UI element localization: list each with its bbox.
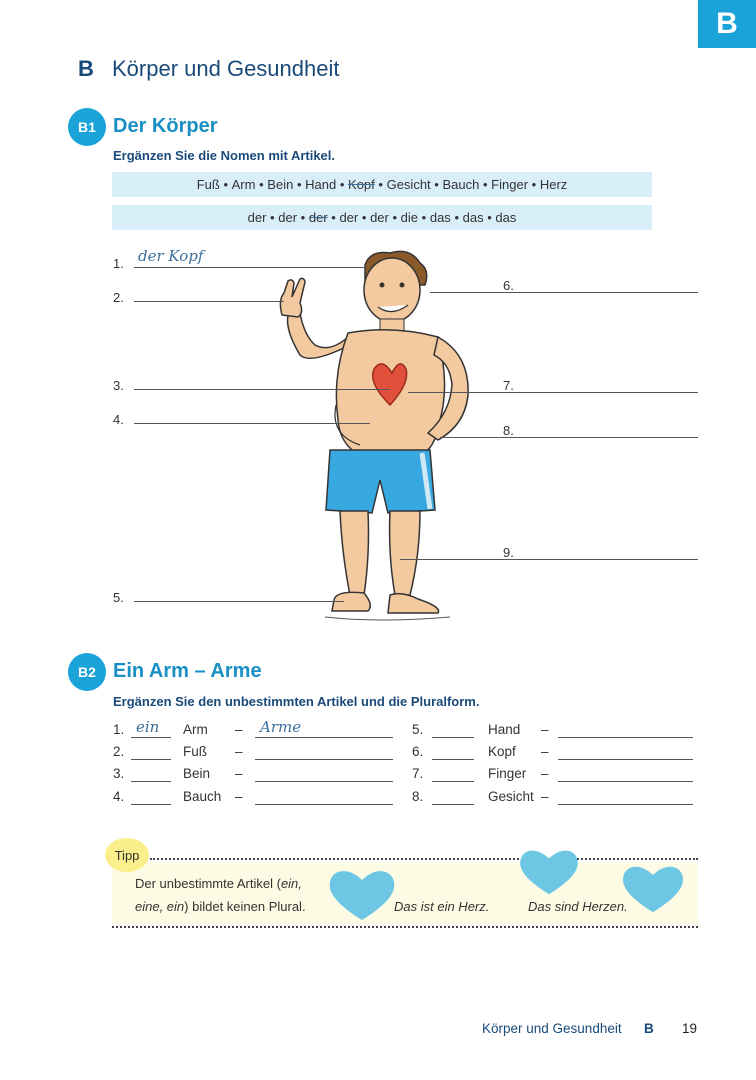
plural-blank[interactable]: [558, 781, 693, 782]
row-dash: –: [541, 744, 549, 759]
plural-blank[interactable]: [255, 737, 393, 738]
noun-word: Herz: [539, 177, 568, 192]
row-number: 3.: [113, 766, 125, 781]
page-number: 19: [682, 1021, 698, 1036]
row-noun: Gesicht: [488, 789, 534, 804]
article-word: die: [400, 210, 419, 225]
footer-title: Körper und Gesundheit: [482, 1021, 622, 1036]
row-number: 2.: [113, 744, 125, 759]
row-noun: Finger: [488, 766, 527, 781]
chapter-letter: B: [78, 56, 94, 81]
article-word-box: der • der • der • der • der • die • das • das • das: [112, 205, 652, 230]
row-number: 1.: [113, 722, 125, 737]
label-line[interactable]: [134, 423, 370, 424]
row-dash: –: [541, 722, 549, 737]
article-blank[interactable]: [131, 737, 171, 738]
article-word: der: [339, 210, 359, 225]
article-word: das: [462, 210, 484, 225]
handwritten-answer: der Kopf: [138, 247, 204, 265]
article-blank[interactable]: [432, 781, 474, 782]
instruction-b2: Ergänzen Sie den unbestimmten Artikel und die Pluralform.: [113, 694, 480, 709]
row-dash: –: [235, 789, 243, 804]
tipp-badge: Tipp: [105, 838, 149, 872]
dotted-divider-bottom: [112, 926, 698, 928]
tipp-example-plural: Das sind Herzen.: [528, 899, 628, 914]
label-number: 8.: [503, 423, 514, 438]
article-word: der: [247, 210, 267, 225]
article-blank[interactable]: [432, 804, 474, 805]
label-number: 7.: [503, 378, 514, 393]
noun-word: Bein: [267, 177, 294, 192]
row-dash: –: [235, 766, 243, 781]
plural-blank[interactable]: [558, 737, 693, 738]
row-dash: –: [541, 789, 549, 804]
label-number: 2.: [113, 290, 124, 305]
section-badge-b2: B2: [68, 653, 106, 691]
chapter-tab: B: [698, 0, 756, 48]
noun-word: Hand: [305, 177, 337, 192]
article-blank[interactable]: [131, 781, 171, 782]
article-word-crossed: der: [308, 210, 328, 225]
chapter-title: Körper und Gesundheit: [112, 56, 340, 81]
noun-word: Finger: [491, 177, 529, 192]
row-number: 4.: [113, 789, 125, 804]
article-answer: ein: [136, 718, 160, 736]
dotted-divider-top: [150, 858, 698, 860]
label-line[interactable]: [440, 437, 698, 438]
label-number: 6.: [503, 278, 514, 293]
section-title-b1: Der Körper: [113, 115, 218, 137]
noun-word: Bauch: [442, 177, 480, 192]
label-number: 3.: [113, 378, 124, 393]
label-number: 4.: [113, 412, 124, 427]
label-number: 5.: [113, 590, 124, 605]
label-line[interactable]: [134, 601, 344, 602]
article-blank[interactable]: [131, 759, 171, 760]
label-number: 9.: [503, 545, 514, 560]
plural-blank[interactable]: [255, 804, 393, 805]
row-noun: Bauch: [183, 789, 222, 804]
row-number: 5.: [412, 722, 424, 737]
heart-icon: [326, 866, 398, 922]
row-noun: Fuß: [183, 744, 208, 759]
article-blank[interactable]: [432, 759, 474, 760]
section-badge-b1: B1: [68, 108, 106, 146]
row-noun: Arm: [183, 722, 208, 737]
article-word: der: [370, 210, 389, 225]
row-number: 6.: [412, 744, 424, 759]
label-number: 1.: [113, 256, 124, 271]
row-dash: –: [235, 744, 243, 759]
article-word: der: [278, 210, 298, 225]
plural-blank[interactable]: [255, 781, 393, 782]
article-word: das: [495, 210, 517, 225]
row-dash: –: [541, 766, 549, 781]
plural-blank[interactable]: [558, 804, 693, 805]
label-line[interactable]: [134, 389, 390, 390]
plural-answer: Arme: [260, 718, 302, 736]
tipp-rule-line1: Der unbestimmte Artikel (ein,: [135, 876, 302, 891]
heart-icon: [618, 862, 688, 914]
article-blank[interactable]: [131, 804, 171, 805]
label-line[interactable]: [134, 267, 366, 268]
body-illustration: [270, 245, 480, 635]
heart-icon: [514, 846, 584, 896]
row-dash: –: [235, 722, 243, 737]
article-blank[interactable]: [432, 737, 474, 738]
tipp-example-singular: Das ist ein Herz.: [394, 899, 490, 914]
article-word: das: [429, 210, 451, 225]
row-number: 7.: [412, 766, 424, 781]
label-line[interactable]: [408, 392, 698, 393]
label-line[interactable]: [400, 559, 698, 560]
row-noun: Kopf: [488, 744, 516, 759]
row-noun: Bein: [183, 766, 211, 781]
row-number: 8.: [412, 789, 424, 804]
instruction-b1: Ergänzen Sie die Nomen mit Artikel.: [113, 148, 336, 163]
label-line[interactable]: [134, 301, 284, 302]
plural-blank[interactable]: [558, 759, 693, 760]
tipp-rule-line2: eine, ein) bildet keinen Plural.: [135, 899, 306, 914]
row-noun: Hand: [488, 722, 521, 737]
noun-word-box: Fuß • Arm • Bein • Hand • Kopf • Gesicht • Bauch • Finger • Herz: [112, 172, 652, 197]
section-title-b2: Ein Arm – Arme: [113, 660, 262, 682]
noun-word: Gesicht: [386, 177, 431, 192]
plural-blank[interactable]: [255, 759, 393, 760]
noun-word: Fuß: [196, 177, 220, 192]
noun-word: Arm: [231, 177, 256, 192]
noun-word-crossed: Kopf: [348, 177, 375, 192]
label-line[interactable]: [430, 292, 698, 293]
footer-letter: B: [644, 1021, 654, 1036]
